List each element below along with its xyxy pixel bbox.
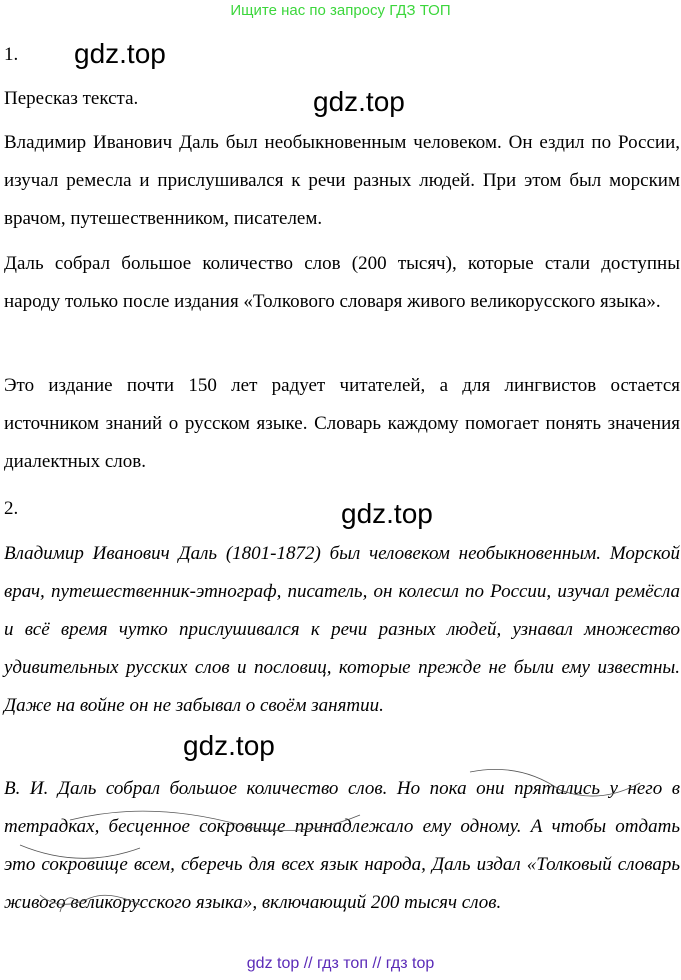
- section-1-paragraph: Владимир Иванович Даль был необыкновенным человеком. Он ездил по России, изучал ремесла и прислушивался к речи разных людей. При этом был морским врачом, путешественником, писателем.: [4, 132, 680, 229]
- section-1-paragraph: Даль собрал большое количество слов (200 тысяч), которые стали доступны народу только после издания «Толкового словаря живого великорусского языка».: [4, 253, 680, 312]
- watermark: gdz.top: [341, 498, 433, 529]
- section-1-subtitle: Пересказ текста.: [4, 88, 139, 109]
- watermark: gdz.top: [74, 38, 166, 69]
- top-banner[interactable]: Ищите нас по запросу ГДЗ ТОП: [230, 2, 451, 19]
- section-2-number: 2.: [4, 498, 19, 519]
- section-2-paragraph: Владимир Иванович Даль (1801-1872) был человеком необыкновенным. Морской врач, путешественник-этнограф, писатель, он колесил по России, изучал ремёсла и всё время чутко прислушивался к речи разных людей, узнавал множество удивительных русских слов и пословиц, которые прежде не были ему известны. Даже на войне он не забывал о своём занятии.: [4, 543, 680, 716]
- section-1-paragraph: Это издание почти 150 лет радует читателей, а для лингвистов остается источником знаний о русском языке. Словарь каждому помогает понять значения диалектных слов.: [4, 375, 680, 472]
- section-1-number: 1.: [4, 44, 19, 65]
- bottom-banner[interactable]: gdz top // гдз топ // гдз top: [246, 955, 435, 972]
- watermark: gdz.top: [313, 86, 405, 117]
- watermark: gdz.top: [183, 730, 275, 761]
- section-2-paragraph: В. И. Даль собрал большое количество слов. Но пока они прятались у него в тетрадках, бесценное сокровище принадлежало ему одному. А чтобы отдать это сокровище всем, сберечь для всех язык народа, Даль издал «Толковый словарь живого великорусского языка», включающий 200 тысяч слов.: [4, 778, 680, 913]
